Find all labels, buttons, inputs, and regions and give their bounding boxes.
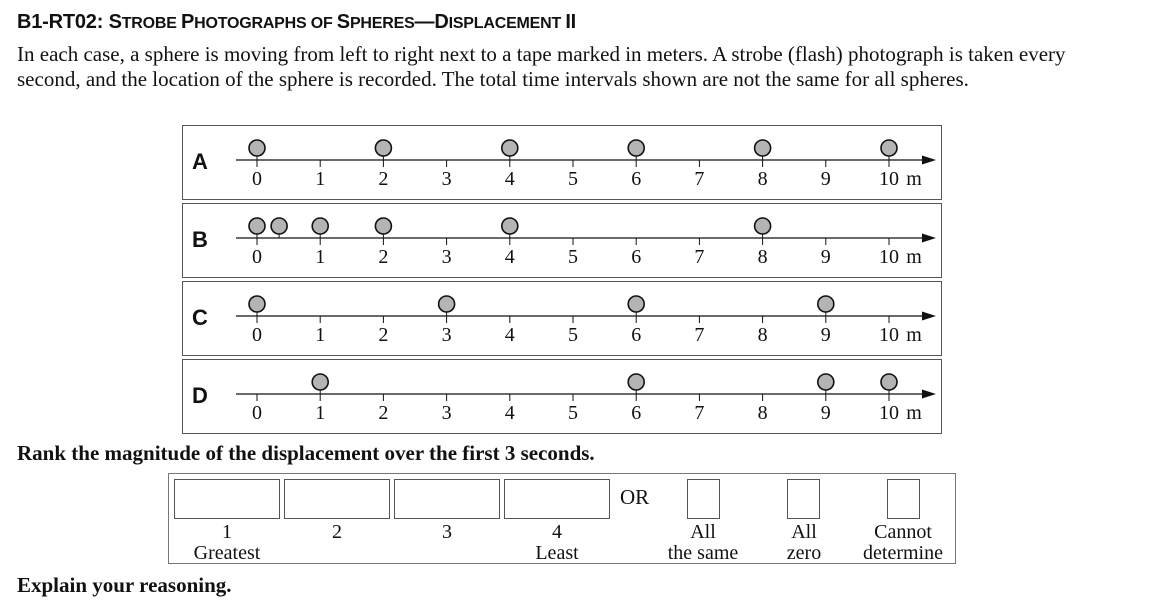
tape-tick-label: 6 — [631, 402, 642, 424]
sphere — [628, 374, 644, 390]
title-word-rest: HOTOGRAPHS OF — [194, 15, 337, 32]
title-word-cap: II — [565, 11, 577, 33]
rank-number-1: 1 — [222, 521, 232, 543]
rank-number-4: 4 — [552, 521, 562, 543]
tape-tick-label: 0 — [252, 168, 262, 190]
rank-label-1 — [174, 522, 280, 564]
tape-tick-label: 1 — [315, 324, 326, 346]
title-code: B1-RT02: — [17, 11, 109, 33]
strip-label: B — [192, 227, 208, 252]
rank-slot-4[interactable] — [504, 479, 610, 519]
cannot-determine-checkbox[interactable] — [887, 479, 920, 519]
tape-tick-label: 2 — [378, 402, 389, 424]
ranking-question: Rank the magnitude of the displacement over the first 3 seconds. — [17, 441, 595, 465]
tape-tick-label: 8 — [757, 402, 768, 424]
tape-arrowhead — [922, 156, 936, 165]
rank-slot-3[interactable] — [394, 479, 500, 519]
sphere — [439, 296, 455, 312]
rank-number-2: 2 — [332, 521, 342, 543]
sphere — [249, 218, 265, 234]
all-zero-checkbox[interactable] — [787, 479, 820, 519]
all-same-line1: All — [690, 521, 716, 543]
sphere — [249, 140, 265, 156]
strip-label: C — [192, 305, 208, 330]
cannot-determine-line2: determine — [863, 542, 943, 564]
sphere — [375, 140, 391, 156]
tape-tick-label: 4 — [504, 324, 515, 346]
sphere — [312, 374, 328, 390]
tape-tick-label: 0 — [252, 246, 262, 268]
rank-label-3 — [394, 522, 500, 543]
strip-label: A — [192, 149, 208, 174]
sphere — [818, 296, 834, 312]
rank-slot-1[interactable] — [174, 479, 280, 519]
title-word-cap: P — [180, 11, 195, 33]
tape-unit: m — [906, 246, 922, 268]
all-same-label — [653, 522, 753, 564]
tape-tick-label: 6 — [631, 246, 642, 268]
strip-label: D — [192, 383, 208, 408]
cannot-determine-line1: Cannot — [874, 521, 932, 543]
all-zero-line1: All — [791, 521, 817, 543]
cannot-determine-label — [853, 522, 953, 564]
title-word-rest: TROBE — [121, 15, 181, 32]
tape-tick-label: 10 — [879, 246, 899, 268]
tape-tick-label: 7 — [694, 246, 705, 268]
tape-tick-label: 5 — [568, 246, 578, 268]
tape-tick-label: 10 — [879, 324, 899, 346]
tape-tick-label: 1 — [315, 246, 326, 268]
tape-tick-label: 4 — [504, 246, 515, 268]
sphere — [881, 374, 897, 390]
tape-tick-label: 3 — [441, 324, 452, 346]
tape-tick-label: 7 — [694, 324, 705, 346]
title-word-cap: S — [108, 11, 122, 33]
tape-tick-label: 5 — [568, 324, 578, 346]
sphere — [755, 140, 771, 156]
tape-tick-label: 3 — [441, 402, 452, 424]
tape-tick-label: 8 — [757, 324, 768, 346]
rank-slot-2[interactable] — [284, 479, 390, 519]
sphere — [375, 218, 391, 234]
sphere — [249, 296, 265, 312]
all-same-line2: the same — [667, 542, 739, 564]
tape-tick-label: 8 — [757, 246, 768, 268]
tape-arrowhead — [922, 390, 936, 399]
tape-unit: m — [906, 324, 922, 346]
sphere — [502, 218, 518, 234]
rank-label-2 — [284, 522, 390, 543]
title-word-rest: PHERES — [349, 15, 415, 32]
explain-prompt: Explain your reasoning. — [17, 573, 232, 597]
sphere — [271, 218, 287, 234]
or-label: OR — [620, 485, 650, 509]
tape-tick-label: 10 — [879, 168, 899, 190]
tape-tick-label: 10 — [879, 402, 899, 424]
intro-text: In each case, a sphere is moving from left to right next to a tape marked in meters. A strobe (flash) photograph is taken every second, and the location of the sphere is recorded. The total time intervals shown are not the same for all spheres. — [17, 42, 1066, 91]
tape-tick-label: 1 — [315, 168, 326, 190]
sphere — [312, 218, 328, 234]
tape-tick-label: 7 — [694, 402, 705, 424]
title-word-rest: ISPLACEMENT — [448, 15, 566, 32]
title-word-cap: S — [336, 11, 350, 33]
tape-tick-label: 1 — [315, 402, 326, 424]
tape-tick-label: 9 — [820, 168, 831, 190]
rank-word-4: Least — [535, 542, 579, 564]
tape-tick-label: 6 — [631, 324, 642, 346]
tape-tick-label: 5 — [568, 168, 578, 190]
rank-label-4 — [504, 522, 610, 564]
ranking-answer-area — [168, 473, 956, 564]
all-zero-label — [764, 522, 844, 564]
tape-tick-label: 0 — [252, 402, 262, 424]
all-zero-line2: zero — [786, 542, 822, 564]
title-word-cap: —D — [414, 11, 449, 33]
sphere — [818, 374, 834, 390]
tape-tick-label: 2 — [378, 324, 389, 346]
sphere — [628, 140, 644, 156]
rank-word-1: Greatest — [193, 542, 261, 564]
tape-tick-label: 8 — [757, 168, 768, 190]
tape-tick-label: 6 — [631, 168, 642, 190]
tape-unit: m — [906, 402, 922, 424]
tape-arrowhead — [922, 234, 936, 243]
sphere — [628, 296, 644, 312]
tape-tick-label: 9 — [820, 402, 831, 424]
tape-tick-label: 2 — [378, 246, 389, 268]
rank-number-3: 3 — [442, 521, 452, 543]
tape-unit: m — [906, 168, 922, 190]
sphere — [755, 218, 771, 234]
tape-arrowhead — [922, 312, 936, 321]
tape-tick-label: 5 — [568, 402, 578, 424]
all-same-checkbox[interactable] — [687, 479, 720, 519]
sphere — [881, 140, 897, 156]
tape-tick-label: 0 — [252, 324, 262, 346]
tape-tick-label: 9 — [820, 246, 831, 268]
tape-tick-label: 2 — [378, 168, 389, 190]
sphere — [502, 140, 518, 156]
tape-tick-label: 4 — [504, 168, 515, 190]
tape-tick-label: 7 — [694, 168, 705, 190]
tape-tick-label: 3 — [441, 246, 452, 268]
tape-tick-label: 9 — [820, 324, 831, 346]
tape-tick-label: 3 — [441, 168, 452, 190]
tape-tick-label: 4 — [504, 402, 515, 424]
